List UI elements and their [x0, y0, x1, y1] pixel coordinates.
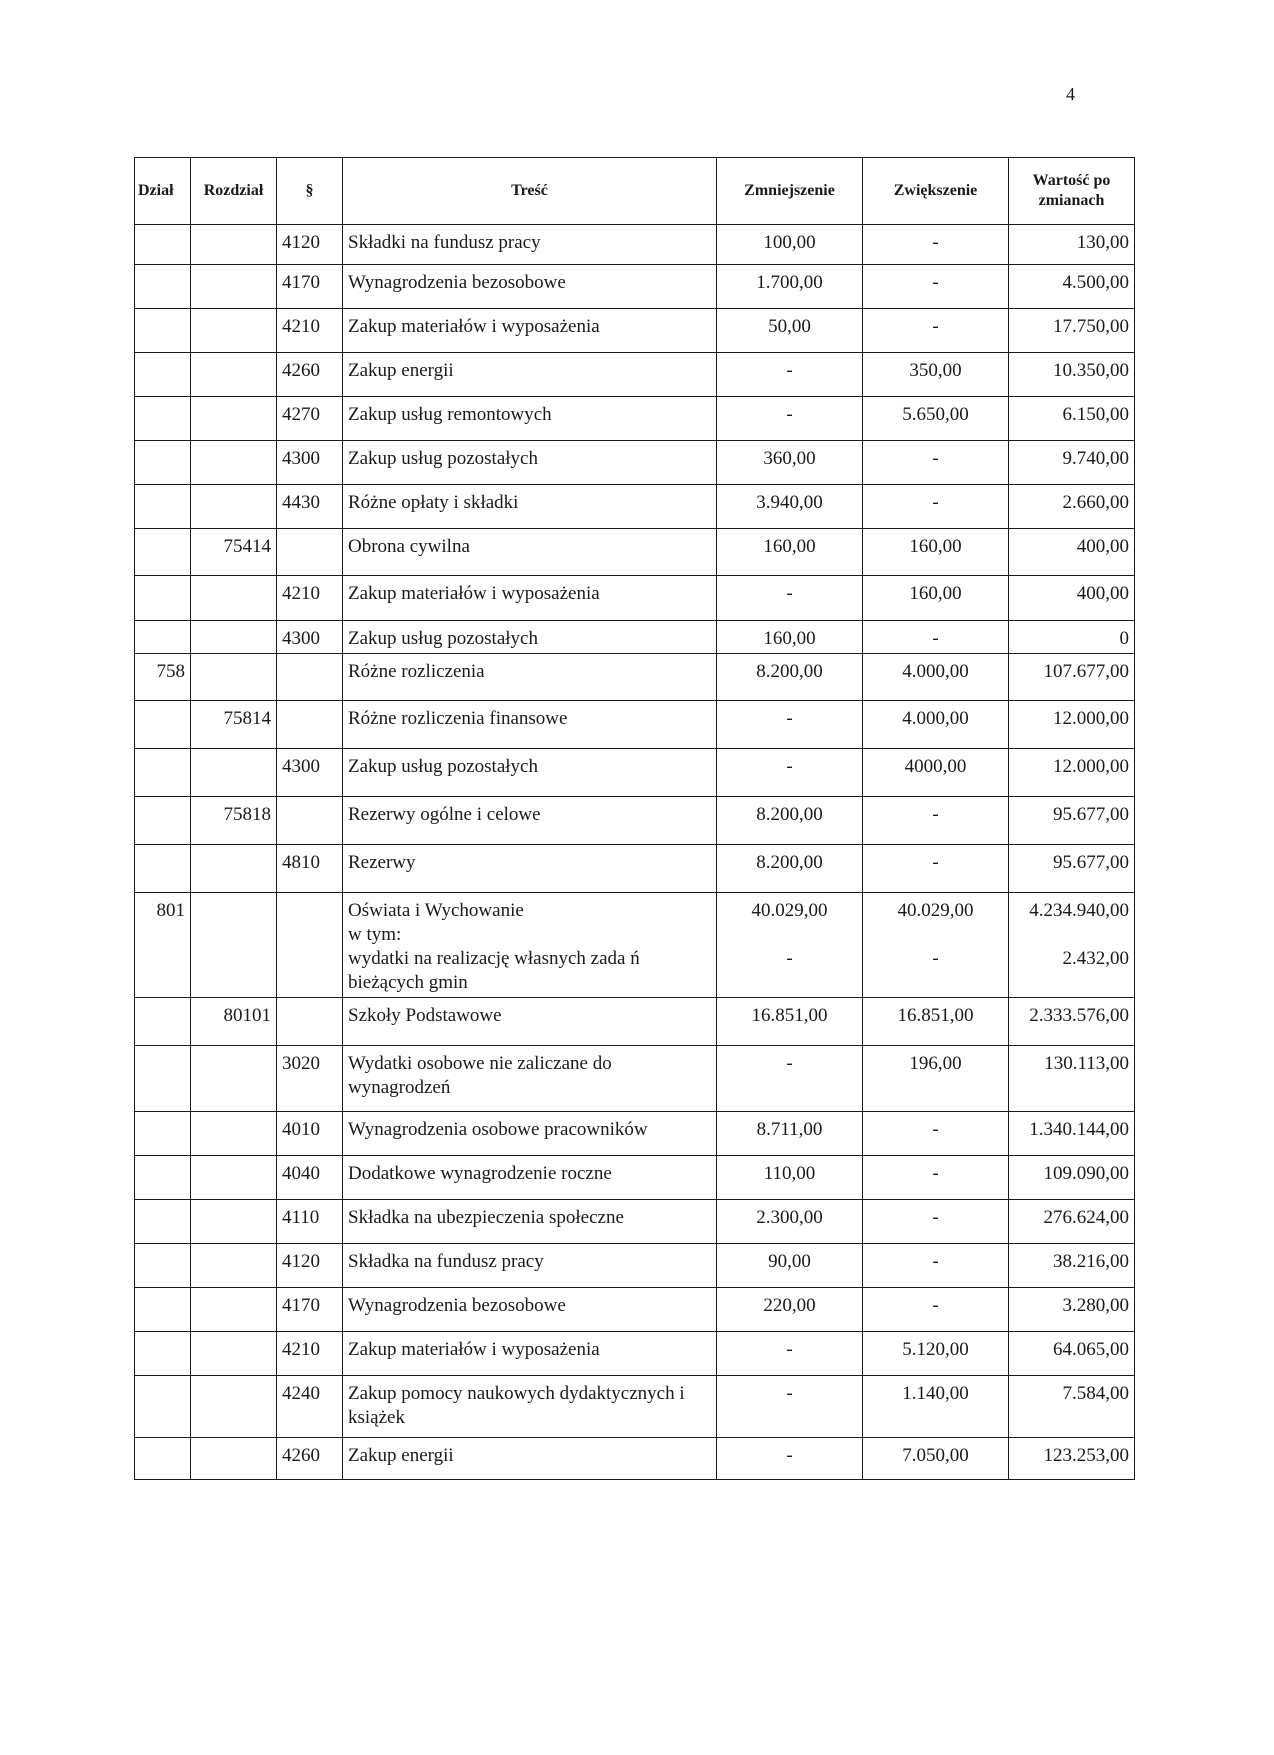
value-main: 4.234.940,00 [1029, 900, 1129, 921]
cell-rozdzial: 80101 [191, 998, 277, 1046]
cell-dzial [135, 701, 191, 749]
cell-zmniejszenie: 16.851,00 [717, 998, 863, 1046]
cell-paragraf: 4120 [277, 225, 343, 265]
table-row [135, 621, 1135, 654]
tresc-line: wydatki na realizację własnych zada ń bieżących gmin [348, 948, 640, 993]
cell-zwiekszenie: 4000,00 [863, 749, 1009, 797]
cell-rozdzial [191, 1112, 277, 1156]
cell-paragraf: 4210 [277, 1332, 343, 1376]
cell-paragraf: 4260 [277, 353, 343, 397]
table-header-row [135, 158, 1135, 225]
cell-zmniejszenie: - [717, 1332, 863, 1376]
table-row [135, 893, 1135, 998]
cell-wartosc: 17.750,00 [1009, 309, 1135, 353]
cell-tresc: Zakup usług pozostałych [343, 749, 717, 797]
cell-rozdzial [191, 576, 277, 621]
tresc-line: w tym: [348, 924, 402, 945]
cell-tresc: Wynagrodzenia osobowe pracowników [343, 1112, 717, 1156]
cell-dzial [135, 1156, 191, 1200]
cell-tresc: Różne rozliczenia [343, 654, 717, 701]
header-zmniejszenie: Zmniejszenie [717, 158, 863, 225]
cell-dzial [135, 1046, 191, 1112]
cell-zmniejszenie: 160,00 [717, 621, 863, 654]
cell-paragraf: 4010 [277, 1112, 343, 1156]
cell-zwiekszenie: - [863, 1244, 1009, 1288]
budget-table [134, 157, 1135, 1480]
table-row [135, 1046, 1135, 1112]
cell-wartosc: 7.584,00 [1009, 1376, 1135, 1438]
cell-tresc: Zakup energii [343, 1438, 717, 1480]
cell-paragraf [277, 797, 343, 845]
cell-paragraf: 4300 [277, 621, 343, 654]
cell-zwiekszenie: - [863, 485, 1009, 529]
cell-paragraf: 4210 [277, 309, 343, 353]
cell-tresc: Obrona cywilna [343, 529, 717, 576]
cell-wartosc: 12.000,00 [1009, 749, 1135, 797]
cell-zmniejszenie: - [717, 1438, 863, 1480]
cell-rozdzial [191, 1376, 277, 1438]
cell-zwiekszenie: 196,00 [863, 1046, 1009, 1112]
cell-tresc: Szkoły Podstawowe [343, 998, 717, 1046]
cell-tresc: Zakup usług pozostałych [343, 441, 717, 485]
cell-paragraf: 4040 [277, 1156, 343, 1200]
header-tresc: Treść [343, 158, 717, 225]
cell-wartosc: 276.624,00 [1009, 1200, 1135, 1244]
cell-rozdzial [191, 309, 277, 353]
cell-tresc: Różne opłaty i składki [343, 485, 717, 529]
cell-paragraf: 4810 [277, 845, 343, 893]
cell-wartosc: 123.253,00 [1009, 1438, 1135, 1480]
cell-tresc: Zakup usług pozostałych [343, 621, 717, 654]
cell-tresc: Zakup materiałów i wyposażenia [343, 309, 717, 353]
cell-rozdzial [191, 225, 277, 265]
table-row [135, 654, 1135, 701]
cell-wartosc: 4.500,00 [1009, 265, 1135, 309]
cell-rozdzial [191, 1156, 277, 1200]
cell-wartosc: 130,00 [1009, 225, 1135, 265]
cell-dzial [135, 309, 191, 353]
cell-rozdzial [191, 1200, 277, 1244]
cell-rozdzial [191, 893, 277, 998]
cell-rozdzial [191, 485, 277, 529]
cell-tresc: Składki na fundusz pracy [343, 225, 717, 265]
cell-wartosc: 130.113,00 [1009, 1046, 1135, 1112]
table-row [135, 749, 1135, 797]
cell-zmniejszenie: - [717, 397, 863, 441]
table-row [135, 265, 1135, 309]
cell-paragraf: 4170 [277, 265, 343, 309]
cell-tresc: Zakup pomocy naukowych dydaktycznych i książek [343, 1376, 717, 1438]
cell-zwiekszenie: 4.000,00 [863, 654, 1009, 701]
cell-dzial [135, 797, 191, 845]
cell-paragraf: 4300 [277, 749, 343, 797]
cell-zmniejszenie: 220,00 [717, 1288, 863, 1332]
table-row [135, 1438, 1135, 1480]
cell-wartosc: 9.740,00 [1009, 441, 1135, 485]
cell-tresc: Różne rozliczenia finansowe [343, 701, 717, 749]
cell-wartosc: 107.677,00 [1009, 654, 1135, 701]
cell-zwiekszenie: - [863, 265, 1009, 309]
cell-zwiekszenie: 160,00 [863, 529, 1009, 576]
header-wartosc: Wartość po zmianach [1009, 158, 1135, 225]
cell-tresc: Wydatki osobowe nie zaliczane do wynagrodzeń [343, 1046, 717, 1112]
cell-zmniejszenie: - [717, 1046, 863, 1112]
cell-wartosc: 6.150,00 [1009, 397, 1135, 441]
value-main: 40.029,00 [751, 900, 828, 921]
cell-dzial [135, 1112, 191, 1156]
cell-dzial [135, 1200, 191, 1244]
cell-zwiekszenie: - [863, 1200, 1009, 1244]
cell-tresc: Składka na fundusz pracy [343, 1244, 717, 1288]
cell-wartosc: 109.090,00 [1009, 1156, 1135, 1200]
table-row [135, 1244, 1135, 1288]
cell-tresc: Rezerwy [343, 845, 717, 893]
cell-wartosc: 38.216,00 [1009, 1244, 1135, 1288]
header-zwiekszenie: Zwiększenie [863, 158, 1009, 225]
cell-tresc: Dodatkowe wynagrodzenie roczne [343, 1156, 717, 1200]
cell-dzial [135, 485, 191, 529]
cell-wartosc [1009, 893, 1135, 998]
cell-zwiekszenie: 1.140,00 [863, 1376, 1009, 1438]
cell-wartosc: 95.677,00 [1009, 797, 1135, 845]
cell-paragraf [277, 893, 343, 998]
cell-zmniejszenie: 8.200,00 [717, 797, 863, 845]
cell-tresc: Zakup materiałów i wyposażenia [343, 576, 717, 621]
cell-wartosc: 64.065,00 [1009, 1332, 1135, 1376]
cell-dzial [135, 397, 191, 441]
cell-tresc [343, 893, 717, 998]
cell-zmniejszenie: - [717, 353, 863, 397]
cell-zmniejszenie: 110,00 [717, 1156, 863, 1200]
cell-dzial [135, 1438, 191, 1480]
cell-tresc: Wynagrodzenia bezosobowe [343, 265, 717, 309]
cell-paragraf: 4120 [277, 1244, 343, 1288]
cell-zmniejszenie: 3.940,00 [717, 485, 863, 529]
cell-wartosc: 0 [1009, 621, 1135, 654]
table-row [135, 441, 1135, 485]
cell-zmniejszenie: 1.700,00 [717, 265, 863, 309]
cell-wartosc: 10.350,00 [1009, 353, 1135, 397]
cell-rozdzial [191, 353, 277, 397]
table-row [135, 529, 1135, 576]
cell-dzial [135, 998, 191, 1046]
cell-zwiekszenie: 4.000,00 [863, 701, 1009, 749]
table-row [135, 1156, 1135, 1200]
table-row [135, 701, 1135, 749]
cell-wartosc: 400,00 [1009, 529, 1135, 576]
cell-zwiekszenie: - [863, 309, 1009, 353]
cell-rozdzial: 75818 [191, 797, 277, 845]
table-row [135, 797, 1135, 845]
header-rozdzial: Rozdział [191, 158, 277, 225]
cell-zwiekszenie: - [863, 1156, 1009, 1200]
cell-paragraf: 4210 [277, 576, 343, 621]
table-row [135, 845, 1135, 893]
table-row [135, 485, 1135, 529]
cell-paragraf [277, 654, 343, 701]
cell-zwiekszenie: - [863, 621, 1009, 654]
table-row [135, 1376, 1135, 1438]
cell-rozdzial [191, 1244, 277, 1288]
cell-rozdzial [191, 265, 277, 309]
cell-zmniejszenie: - [717, 749, 863, 797]
cell-zmniejszenie: 100,00 [717, 225, 863, 265]
table-row [135, 576, 1135, 621]
cell-zmniejszenie: 160,00 [717, 529, 863, 576]
cell-rozdzial [191, 1332, 277, 1376]
cell-wartosc: 12.000,00 [1009, 701, 1135, 749]
cell-paragraf: 4170 [277, 1288, 343, 1332]
cell-paragraf: 4300 [277, 441, 343, 485]
cell-rozdzial [191, 845, 277, 893]
table-row [135, 353, 1135, 397]
table-row [135, 225, 1135, 265]
cell-rozdzial [191, 1438, 277, 1480]
cell-paragraf: 4260 [277, 1438, 343, 1480]
cell-tresc: Wynagrodzenia bezosobowe [343, 1288, 717, 1332]
cell-zwiekszenie: - [863, 1112, 1009, 1156]
cell-rozdzial [191, 654, 277, 701]
table-row [135, 1200, 1135, 1244]
cell-zwiekszenie: - [863, 845, 1009, 893]
cell-zwiekszenie: 350,00 [863, 353, 1009, 397]
cell-paragraf [277, 529, 343, 576]
table-row [135, 1112, 1135, 1156]
cell-dzial [135, 529, 191, 576]
cell-dzial [135, 1288, 191, 1332]
table-row [135, 397, 1135, 441]
page-number: 4 [1066, 84, 1075, 104]
cell-rozdzial [191, 749, 277, 797]
cell-paragraf [277, 701, 343, 749]
cell-zmniejszenie: 8.200,00 [717, 845, 863, 893]
cell-rozdzial [191, 441, 277, 485]
cell-rozdzial [191, 397, 277, 441]
cell-paragraf: 3020 [277, 1046, 343, 1112]
cell-paragraf: 4240 [277, 1376, 343, 1438]
cell-rozdzial: 75414 [191, 529, 277, 576]
cell-rozdzial [191, 1288, 277, 1332]
cell-zwiekszenie: - [863, 1288, 1009, 1332]
cell-zmniejszenie: 360,00 [717, 441, 863, 485]
value-subtotal: - [786, 948, 793, 969]
header-dzial: Dział [135, 158, 191, 225]
table-row [135, 309, 1135, 353]
cell-rozdzial [191, 1046, 277, 1112]
cell-wartosc: 400,00 [1009, 576, 1135, 621]
header-paragraf: § [277, 158, 343, 225]
cell-zwiekszenie: - [863, 797, 1009, 845]
table-row [135, 1332, 1135, 1376]
cell-dzial [135, 576, 191, 621]
cell-zmniejszenie: 2.300,00 [717, 1200, 863, 1244]
cell-dzial: 758 [135, 654, 191, 701]
cell-dzial [135, 621, 191, 654]
cell-dzial [135, 845, 191, 893]
cell-zwiekszenie: 5.650,00 [863, 397, 1009, 441]
cell-dzial [135, 1376, 191, 1438]
cell-paragraf: 4270 [277, 397, 343, 441]
value-subtotal: - [932, 948, 939, 969]
cell-rozdzial [191, 621, 277, 654]
cell-tresc: Zakup energii [343, 353, 717, 397]
cell-zmniejszenie: - [717, 1376, 863, 1438]
cell-wartosc: 3.280,00 [1009, 1288, 1135, 1332]
cell-paragraf [277, 998, 343, 1046]
cell-dzial [135, 225, 191, 265]
cell-zmniejszenie: - [717, 701, 863, 749]
cell-zmniejszenie: 50,00 [717, 309, 863, 353]
cell-dzial [135, 1332, 191, 1376]
tresc-line: Oświata i Wychowanie [348, 900, 524, 921]
cell-tresc: Rezerwy ogólne i celowe [343, 797, 717, 845]
cell-zwiekszenie: - [863, 441, 1009, 485]
cell-zwiekszenie: - [863, 225, 1009, 265]
cell-tresc: Składka na ubezpieczenia społeczne [343, 1200, 717, 1244]
table-body [135, 225, 1135, 1480]
table-row [135, 1288, 1135, 1332]
cell-dzial [135, 353, 191, 397]
cell-wartosc: 95.677,00 [1009, 845, 1135, 893]
cell-zmniejszenie: - [717, 576, 863, 621]
cell-zmniejszenie: 8.200,00 [717, 654, 863, 701]
cell-tresc: Zakup usług remontowych [343, 397, 717, 441]
cell-zwiekszenie: 7.050,00 [863, 1438, 1009, 1480]
value-subtotal: 2.432,00 [1062, 948, 1129, 969]
cell-dzial [135, 1244, 191, 1288]
cell-paragraf: 4430 [277, 485, 343, 529]
cell-dzial: 801 [135, 893, 191, 998]
value-main: 40.029,00 [897, 900, 974, 921]
cell-dzial [135, 441, 191, 485]
cell-wartosc: 2.660,00 [1009, 485, 1135, 529]
table-row [135, 998, 1135, 1046]
cell-paragraf: 4110 [277, 1200, 343, 1244]
cell-zwiekszenie: 5.120,00 [863, 1332, 1009, 1376]
cell-zmniejszenie: 90,00 [717, 1244, 863, 1288]
cell-zwiekszenie [863, 893, 1009, 998]
cell-zmniejszenie [717, 893, 863, 998]
cell-wartosc: 1.340.144,00 [1009, 1112, 1135, 1156]
cell-zmniejszenie: 8.711,00 [717, 1112, 863, 1156]
cell-dzial [135, 749, 191, 797]
cell-zwiekszenie: 160,00 [863, 576, 1009, 621]
cell-wartosc: 2.333.576,00 [1009, 998, 1135, 1046]
cell-tresc: Zakup materiałów i wyposażenia [343, 1332, 717, 1376]
cell-dzial [135, 265, 191, 309]
cell-rozdzial: 75814 [191, 701, 277, 749]
cell-zwiekszenie: 16.851,00 [863, 998, 1009, 1046]
